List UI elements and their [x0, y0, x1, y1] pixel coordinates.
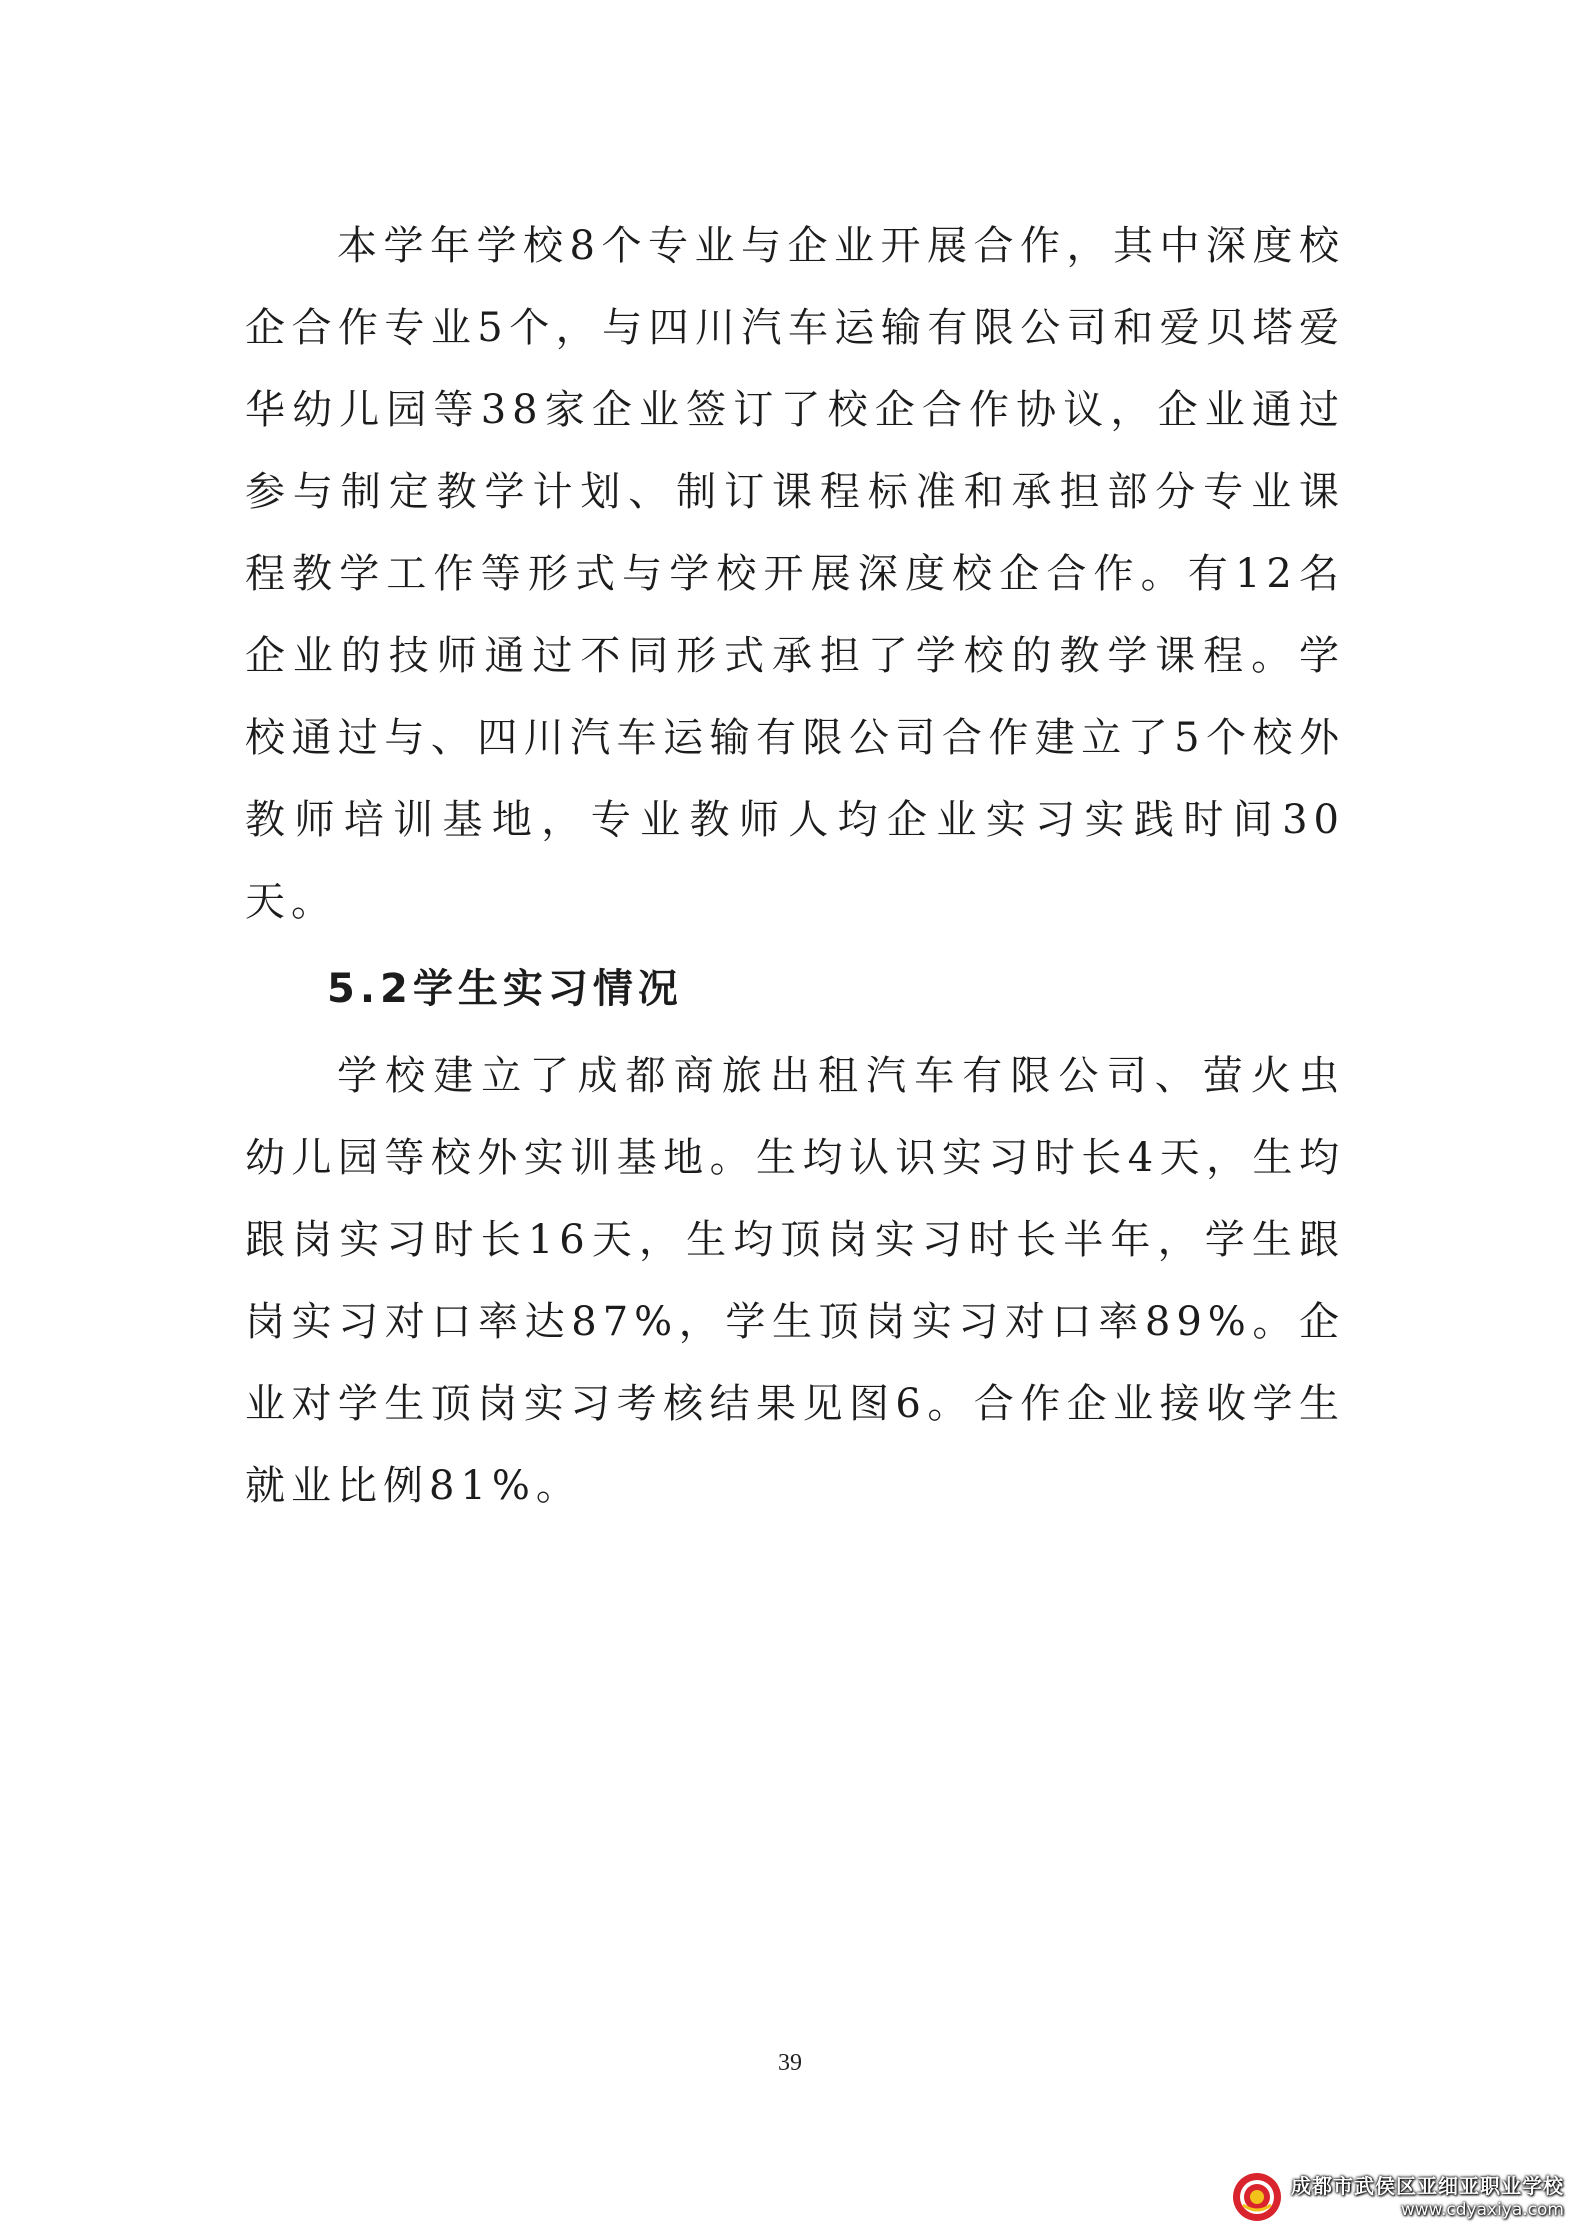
body-paragraph-2: 学校建立了成都商旅出租汽车有限公司、萤火虫幼儿园等校外实训基地。生均认识实习时长4天，生均跟岗实习时长16天，生均顶岗实习时长半年，学生跟岗实习对口率达87%，学生顶岗实习对口率89%。企业对学生顶岗实习考核结果见图6。合作企业接收学生就业比例81%。: [245, 1053, 1345, 1509]
school-emblem-icon: [1231, 2171, 1283, 2223]
watermark: [1231, 2171, 1564, 2223]
watermark-school-name: 成都市武侯区亚细亚职业学校: [1291, 2174, 1564, 2198]
body-paragraph-1: 本学年学校8个专业与企业开展合作，其中深度校企合作专业5个，与四川汽车运输有限公司和爱贝塔爱华幼儿园等38家企业签订了校企合作协议，企业通过参与制定教学计划、制订课程标准和承担部分专业课程教学工作等形式与学校开展深度校企合作。有12名企业的技师通过不同形式承担了学校的教学课程。学校通过与、四川汽车运输有限公司合作建立了5个校外教师培训基地，专业教师人均企业实习实践时间30天。: [245, 223, 1345, 925]
page-content: [245, 205, 1345, 1527]
section-heading: 5.2学生实习情况: [327, 966, 683, 1012]
watermark-url: www.cdyaxiya.com: [1400, 2200, 1564, 2220]
page-number: 39: [778, 2050, 802, 2076]
